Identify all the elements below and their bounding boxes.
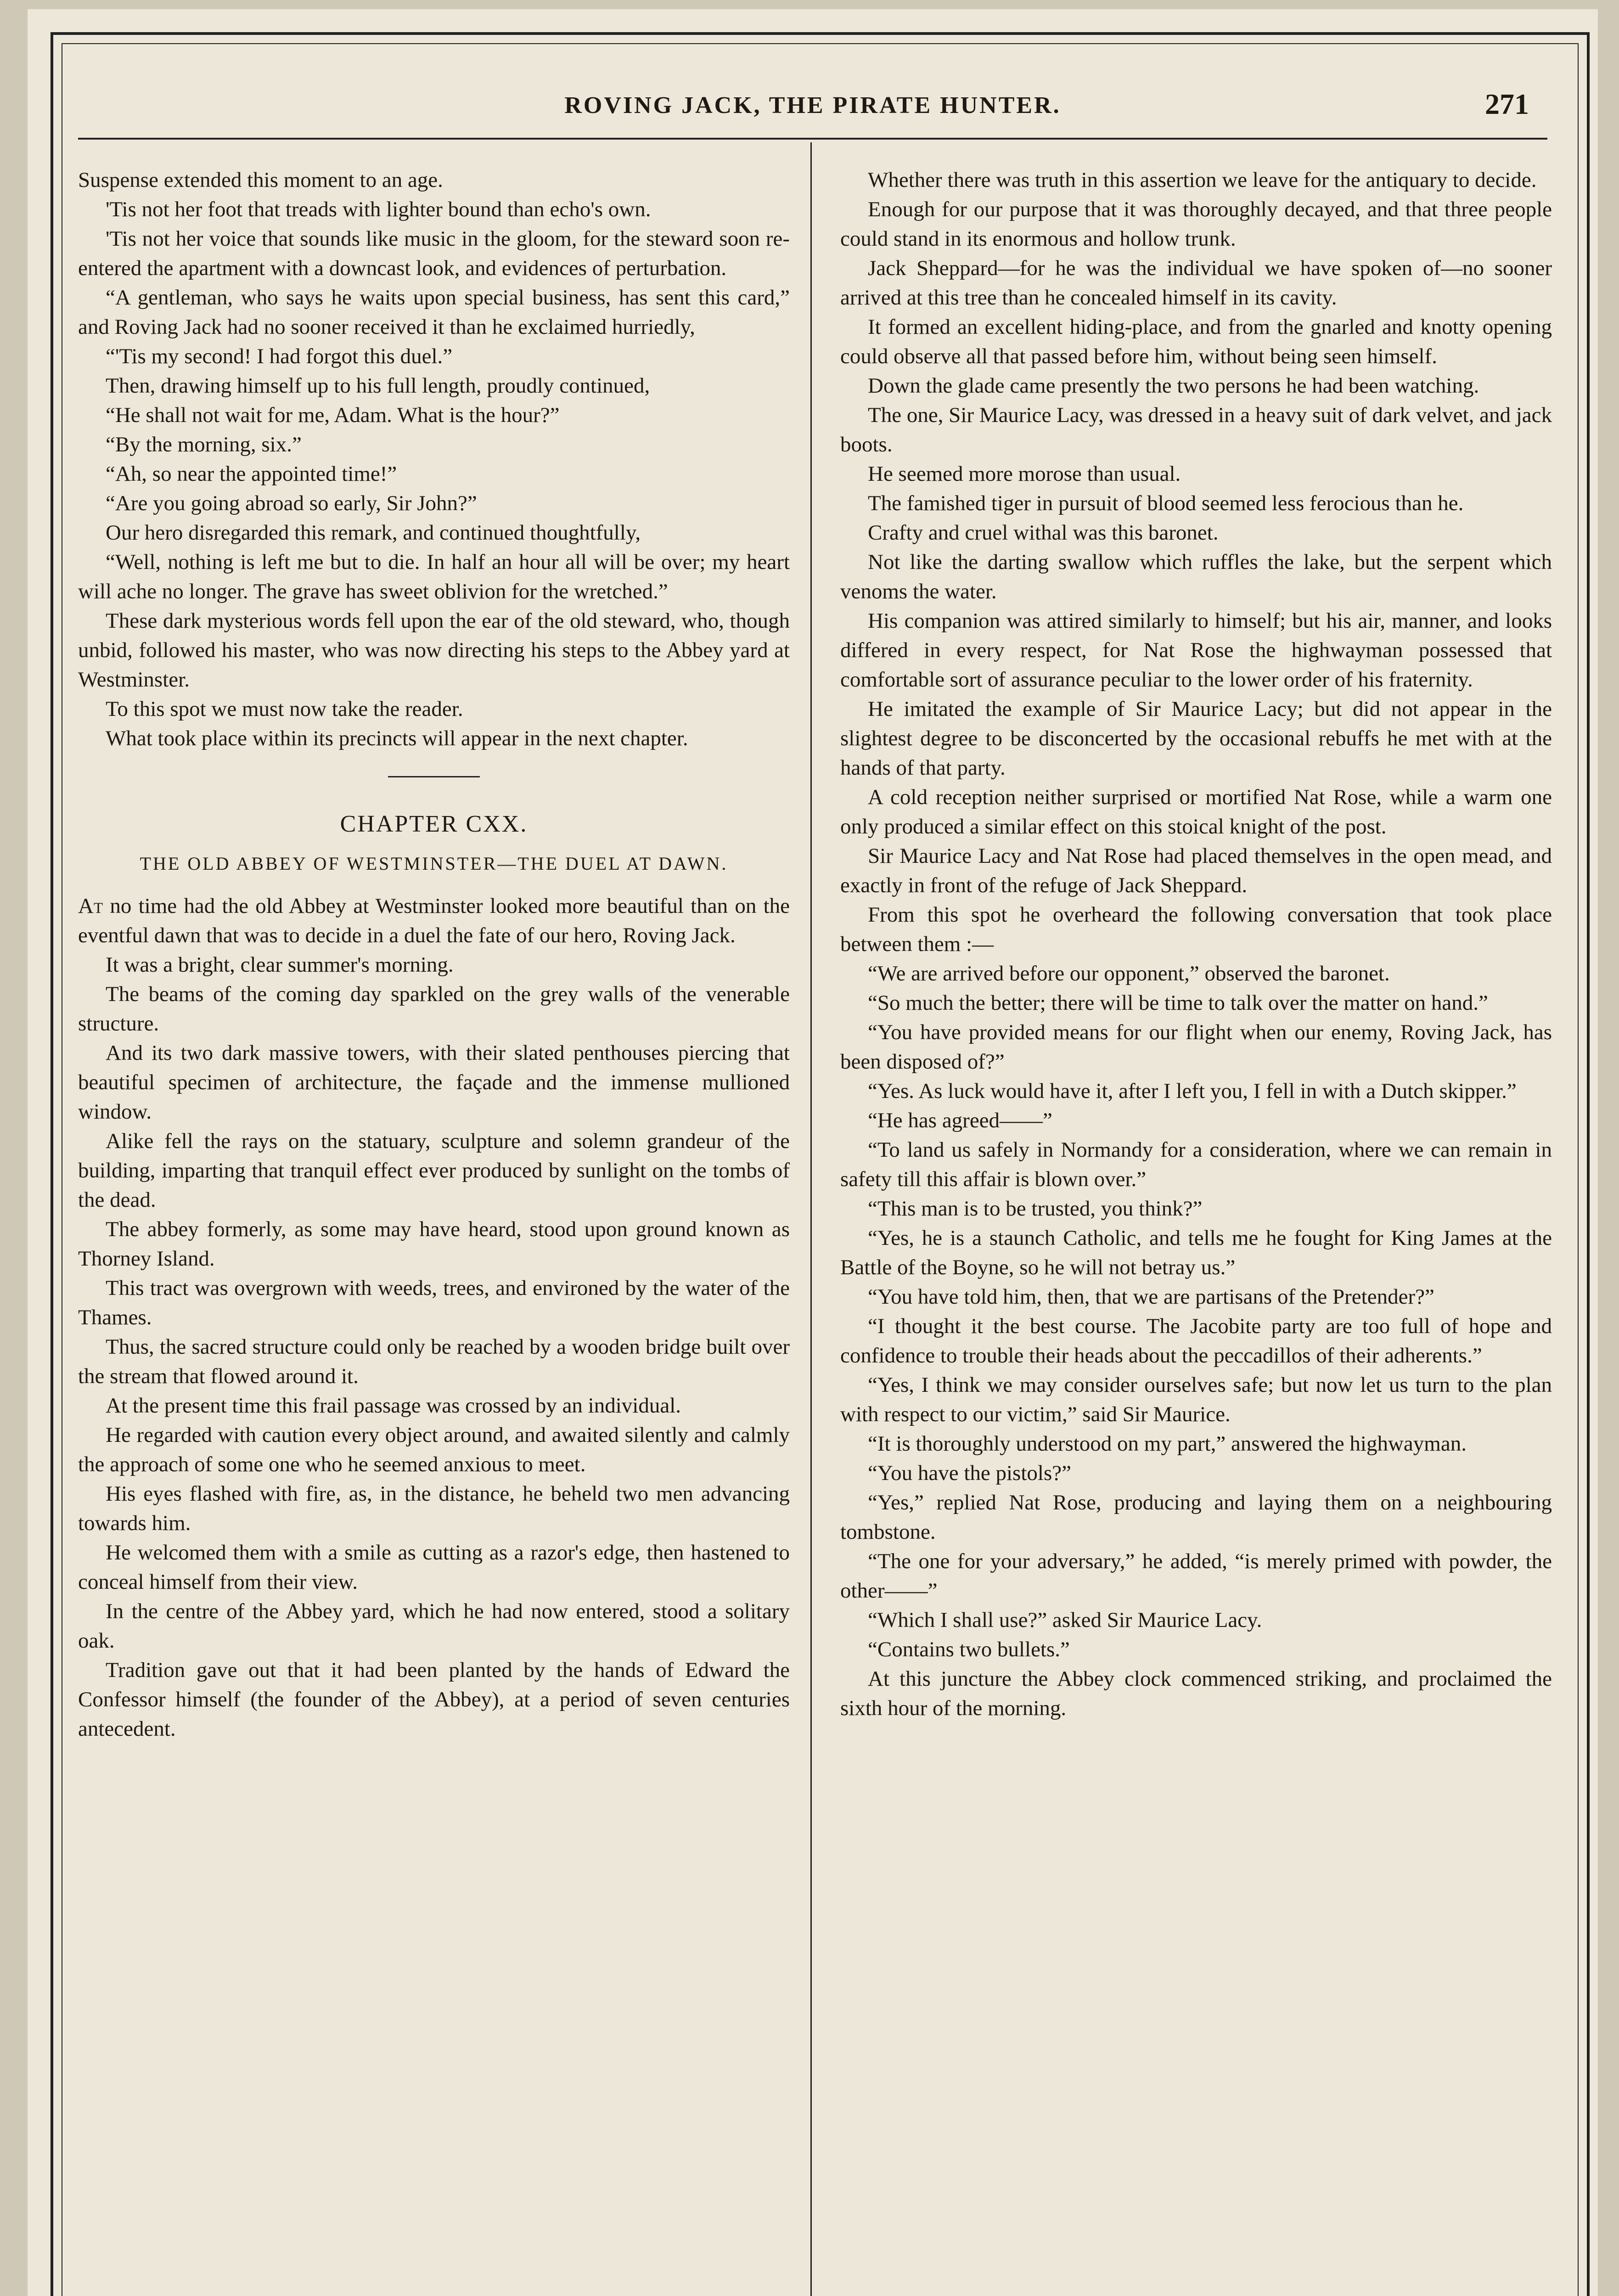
paragraph: “Well, nothing is left me but to die. In half an hour all will be over; my heart will ache no longer. The grave has sweet oblivion for the wretched.” xyxy=(78,550,790,603)
paragraph: Not like the darting swallow which ruffles the lake, but the serpent which venoms the water. xyxy=(840,550,1552,603)
paragraph: “You have provided means for our flight when our enemy, Roving Jack, has been disposed of?” xyxy=(840,1020,1552,1074)
paragraph: What took place within its precincts will appear in the next chapter. xyxy=(106,726,688,750)
chapter-heading: CHAPTER CXX. xyxy=(340,811,528,837)
column-divider xyxy=(810,142,812,2296)
paragraph: Tradition gave out that it had been planted by the hands of Edward the Confessor himself (the founder of the Abbey), at a period of seven centuries antecedent. xyxy=(78,1658,790,1741)
paragraph: 'Tis not her foot that treads with lighter bound than echo's own. xyxy=(106,197,651,221)
paragraph: The one, Sir Maurice Lacy, was dressed in a heavy suit of dark velvet, and jack boots. xyxy=(840,403,1552,456)
paragraph: He regarded with caution every object around, and awaited silently and calmly the approach of some one who he seemed anxious to meet. xyxy=(78,1423,790,1476)
right-column xyxy=(840,165,1552,2296)
chapter-lead-word: At xyxy=(78,894,103,918)
paragraph: Then, drawing himself up to his full length, proudly continued, xyxy=(106,374,650,398)
paragraph: “Ah, so near the appointed time!” xyxy=(106,462,397,486)
chapter-subtitle: THE OLD ABBEY OF WESTMINSTER—THE DUEL AT DAWN. xyxy=(140,853,728,874)
paragraph: Down the glade came presently the two persons he had been watching. xyxy=(868,374,1479,398)
chapter-lead-paragraph xyxy=(78,891,790,950)
chapter-lead-text: no time had the old Abbey at Westminster looked more beautiful than on the eventful dawn that was to decide in a duel the fate of our hero, Roving Jack. xyxy=(78,894,790,947)
paragraph: “Are you going abroad so early, Sir John?” xyxy=(106,491,477,515)
paragraph: His companion was attired similarly to himself; but his air, manner, and looks differed in every respect, for Nat Rose the highwayman possessed that comfortable sort of assurance peculiar to the lower order of his fraternity. xyxy=(840,609,1552,692)
paragraph: These dark mysterious words fell upon the ear of the old steward, who, though unbid, followed his master, who was now directing his steps to the Abbey yard at Westminster. xyxy=(78,609,790,692)
paragraph: “To land us safely in Normandy for a consideration, where we can remain in safety till this affair is blown over.” xyxy=(840,1138,1552,1191)
paragraph: “He shall not wait for me, Adam. What is the hour?” xyxy=(106,403,560,427)
paragraph: Alike fell the rays on the statuary, sculpture and solemn grandeur of the building, imparting that tranquil effect ever produced by sunlight on the tombs of the dead. xyxy=(78,1129,790,1212)
paragraph: His eyes flashed with fire, as, in the distance, he beheld two men advancing towards him. xyxy=(78,1482,790,1535)
paragraph: In the centre of the Abbey yard, which he had now entered, stood a solitary oak. xyxy=(78,1599,790,1653)
paragraph: Jack Sheppard—for he was the individual we have spoken of—no sooner arrived at this tree than he concealed himself in its cavity. xyxy=(840,256,1552,310)
paragraph: He imitated the example of Sir Maurice Lacy; but did not appear in the slightest degree to be disconcerted by the occasional rebuffs he met with at the hands of that party. xyxy=(840,697,1552,780)
paragraph: “By the morning, six.” xyxy=(106,433,302,456)
paragraph: “Which I shall use?” asked Sir Maurice Lacy. xyxy=(868,1608,1262,1632)
paragraph: At the present time this frail passage was crossed by an individual. xyxy=(106,1394,681,1418)
paragraph: “He has agreed——” xyxy=(868,1109,1052,1132)
paragraph: “I thought it the best course. The Jacobite party are too full of hope and confidence to trouble their heads about the peccadillos of their adherents.” xyxy=(840,1314,1552,1367)
paragraph: He seemed more morose than usual. xyxy=(868,462,1181,486)
book-page xyxy=(28,9,1598,2296)
paragraph: Sir Maurice Lacy and Nat Rose had placed themselves in the open mead, and exactly in front of the refuge of Jack Sheppard. xyxy=(840,844,1552,897)
paragraph: Enough for our purpose that it was thoroughly decayed, and that three people could stand in its enormous and hollow trunk. xyxy=(840,197,1552,251)
running-title: ROVING JACK, THE PIRATE HUNTER. xyxy=(564,92,1061,118)
paragraph: It was a bright, clear summer's morning. xyxy=(106,953,454,977)
paragraph: This tract was overgrown with weeds, trees, and environed by the water of the Thames. xyxy=(78,1276,790,1329)
paragraph: “This man is to be trusted, you think?” xyxy=(868,1197,1203,1221)
right-column-text xyxy=(840,165,1552,1723)
left-column xyxy=(78,165,790,2296)
paragraph: “It is thoroughly understood on my part,” answered the highwayman. xyxy=(868,1432,1467,1456)
paragraph: “So much the better; there will be time to talk over the matter on hand.” xyxy=(868,991,1488,1015)
paragraph: “Yes, he is a staunch Catholic, and tells me he fought for King James at the Battle of the Boyne, so he will not betray us.” xyxy=(840,1226,1552,1279)
paragraph: Suspense extended this moment to an age. xyxy=(78,168,443,192)
paragraph: At this juncture the Abbey clock commenced striking, and proclaimed the sixth hour of the morning. xyxy=(840,1667,1552,1720)
left-column-chapter-text xyxy=(78,950,790,1744)
paragraph: Crafty and cruel withal was this baronet. xyxy=(868,521,1219,545)
paragraph: “We are arrived before our opponent,” observed the baronet. xyxy=(868,962,1390,985)
page-header xyxy=(78,73,1547,140)
paragraph: “A gentleman, who says he waits upon special business, has sent this card,” and Roving Jack had no sooner received it than he exclaimed hurriedly, xyxy=(78,286,790,339)
paragraph: To this spot we must now take the reader. xyxy=(106,697,463,721)
paragraph: He welcomed them with a smile as cutting as a razor's edge, then hastened to conceal himself from their view. xyxy=(78,1541,790,1594)
paragraph: Whether there was truth in this assertion we leave for the antiquary to decide. xyxy=(868,168,1537,192)
paragraph: “Yes,” replied Nat Rose, producing and laying them on a neighbouring tombstone. xyxy=(840,1491,1552,1544)
paragraph: And its two dark massive towers, with their slated penthouses piercing that beautiful specimen of architecture, the façade and the immense mullioned window. xyxy=(78,1041,790,1124)
paragraph: “Yes. As luck would have it, after I left you, I fell in with a Dutch skipper.” xyxy=(868,1079,1517,1103)
paragraph: “You have the pistols?” xyxy=(868,1461,1071,1485)
paragraph: Thus, the sacred structure could only be reached by a wooden bridge built over the stream that flowed around it. xyxy=(78,1335,790,1388)
paragraph: 'Tis not her voice that sounds like music in the gloom, for the steward soon re-entered the apartment with a downcast look, and evidences of perturbation. xyxy=(78,227,790,280)
section-separator xyxy=(388,776,480,777)
left-column-opening-text xyxy=(78,165,790,753)
paragraph: “Yes, I think we may consider ourselves safe; but now let us turn to the plan with respect to our victim,” said Sir Maurice. xyxy=(840,1373,1552,1426)
page-number: 271 xyxy=(1485,88,1529,120)
paragraph: “The one for your adversary,” he added, “is merely primed with powder, the other——” xyxy=(840,1549,1552,1603)
paragraph: “You have told him, then, that we are partisans of the Pretender?” xyxy=(868,1285,1434,1309)
paragraph: The famished tiger in pursuit of blood seemed less ferocious than he. xyxy=(868,491,1464,515)
paragraph: “Contains two bullets.” xyxy=(868,1638,1070,1661)
paragraph: From this spot he overheard the following conversation that took place between them :— xyxy=(840,903,1552,956)
paragraph: The abbey formerly, as some may have heard, stood upon ground known as Thorney Island. xyxy=(78,1217,790,1271)
paragraph: A cold reception neither surprised or mortified Nat Rose, while a warm one only produced a similar effect on this stoical knight of the post. xyxy=(840,785,1552,838)
paragraph: “'Tis my second! I had forgot this duel.” xyxy=(106,344,453,368)
paragraph: The beams of the coming day sparkled on the grey walls of the venerable structure. xyxy=(78,982,790,1035)
paragraph: Our hero disregarded this remark, and continued thoughtfully, xyxy=(106,521,641,545)
paragraph: It formed an excellent hiding-place, and from the gnarled and knotty opening could observe all that passed before him, without being seen himself. xyxy=(840,315,1552,368)
